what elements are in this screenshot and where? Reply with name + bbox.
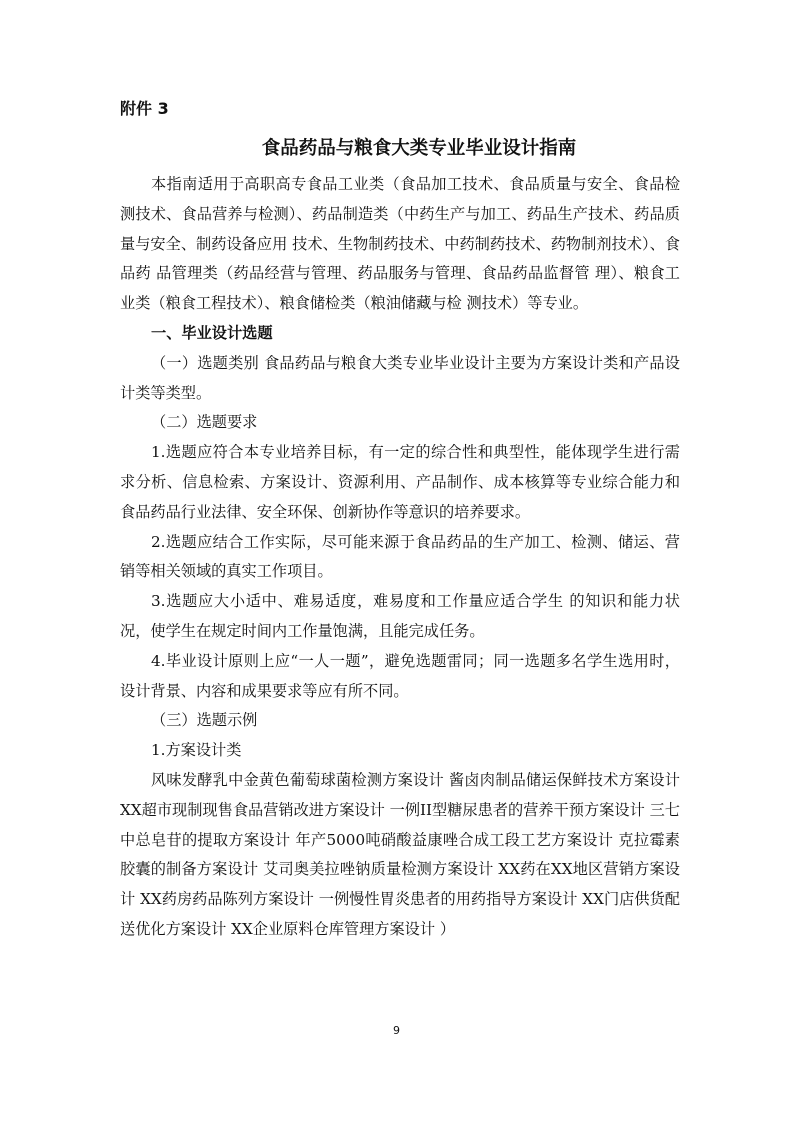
requirement-2: 2.选题应结合工作实际，尽可能来源于食品药品的生产加工、检测、储运、营销等相关领域的真实工作项目。 [120, 532, 680, 581]
requirement-3: 3.选题应大小适中、难易适度，难易度和工作量应适合学生 的知识和能力状况，使学生在规定时间内工作量饱满，且能完成任务。 [120, 592, 680, 640]
document-body [120, 170, 680, 945]
intro-paragraph: 本指南适用于高职高专食品工业类（食品加工技术、食品质量与安全、食品检测技术、食品营养与检测）、药品制造类（中药生产与加工、药品生产技术、药品质量与安全、制药设备应用 技术、生物制药技术、中药制药技术、药物制剂技术）、食品药 品管理类（药品经营与管理、药品服务与管理、食品药品监督管 理）、粮食工业类（粮食工程技术）、粮食储检类（粮油储藏与检 测技术）等专业。 [120, 175, 680, 313]
examples-list: 风味发酵乳中金黄色葡萄球菌检测方案设计 酱卤肉制品储运保鲜技术方案设计 XX超市现制现售食品营销改进方案设计 一例II型糖尿患者的营养干预方案设计 三七中总皂苷的提取方案设计 年产5000吨硝酸益康唑合成工段工艺方案设计 克拉霉素胶囊的制备方案设计 艾司奥美拉唑钠质量检测方案设计 XX药在XX地区营销方案设计 XX药房药品陈列方案设计 一例慢性胃炎患者的用药指导方案设计 XX门店供货配送优化方案设计 XX企业原料仓库管理方案设计 ） [120, 770, 680, 938]
topic-category-paragraph: （一）选题类别 食品药品与粮食大类专业毕业设计主要为方案设计类和产品设计类等类型。 [120, 353, 680, 402]
example-category-1: 1.方案设计类 [151, 741, 242, 760]
requirements-heading: （二）选题要求 [151, 413, 258, 432]
page-number: 9 [393, 1024, 400, 1037]
requirement-1: 1.选题应符合本专业培养目标，有一定的综合性和典型性，能体现学生进行需求分析、信息检索、方案设计、资源利用、产品制作、成本核算等专业综合能力和食品药品行业法律、安全环保、创新协作等意识的培养要求。 [120, 443, 680, 521]
requirement-4: 4.毕业设计原则上应“一人一题”，避免选题雷同；同一选题多名学生选用时，设计背景、内容和成果要求等应有所不同。 [120, 651, 680, 700]
document-title: 食品药品与粮食大类专业毕业设计指南 [261, 138, 577, 159]
examples-heading: （三）选题示例 [151, 711, 258, 730]
section-heading: 一、毕业设计选题 [151, 323, 273, 342]
attachment-label: 附件 3 [120, 99, 169, 118]
